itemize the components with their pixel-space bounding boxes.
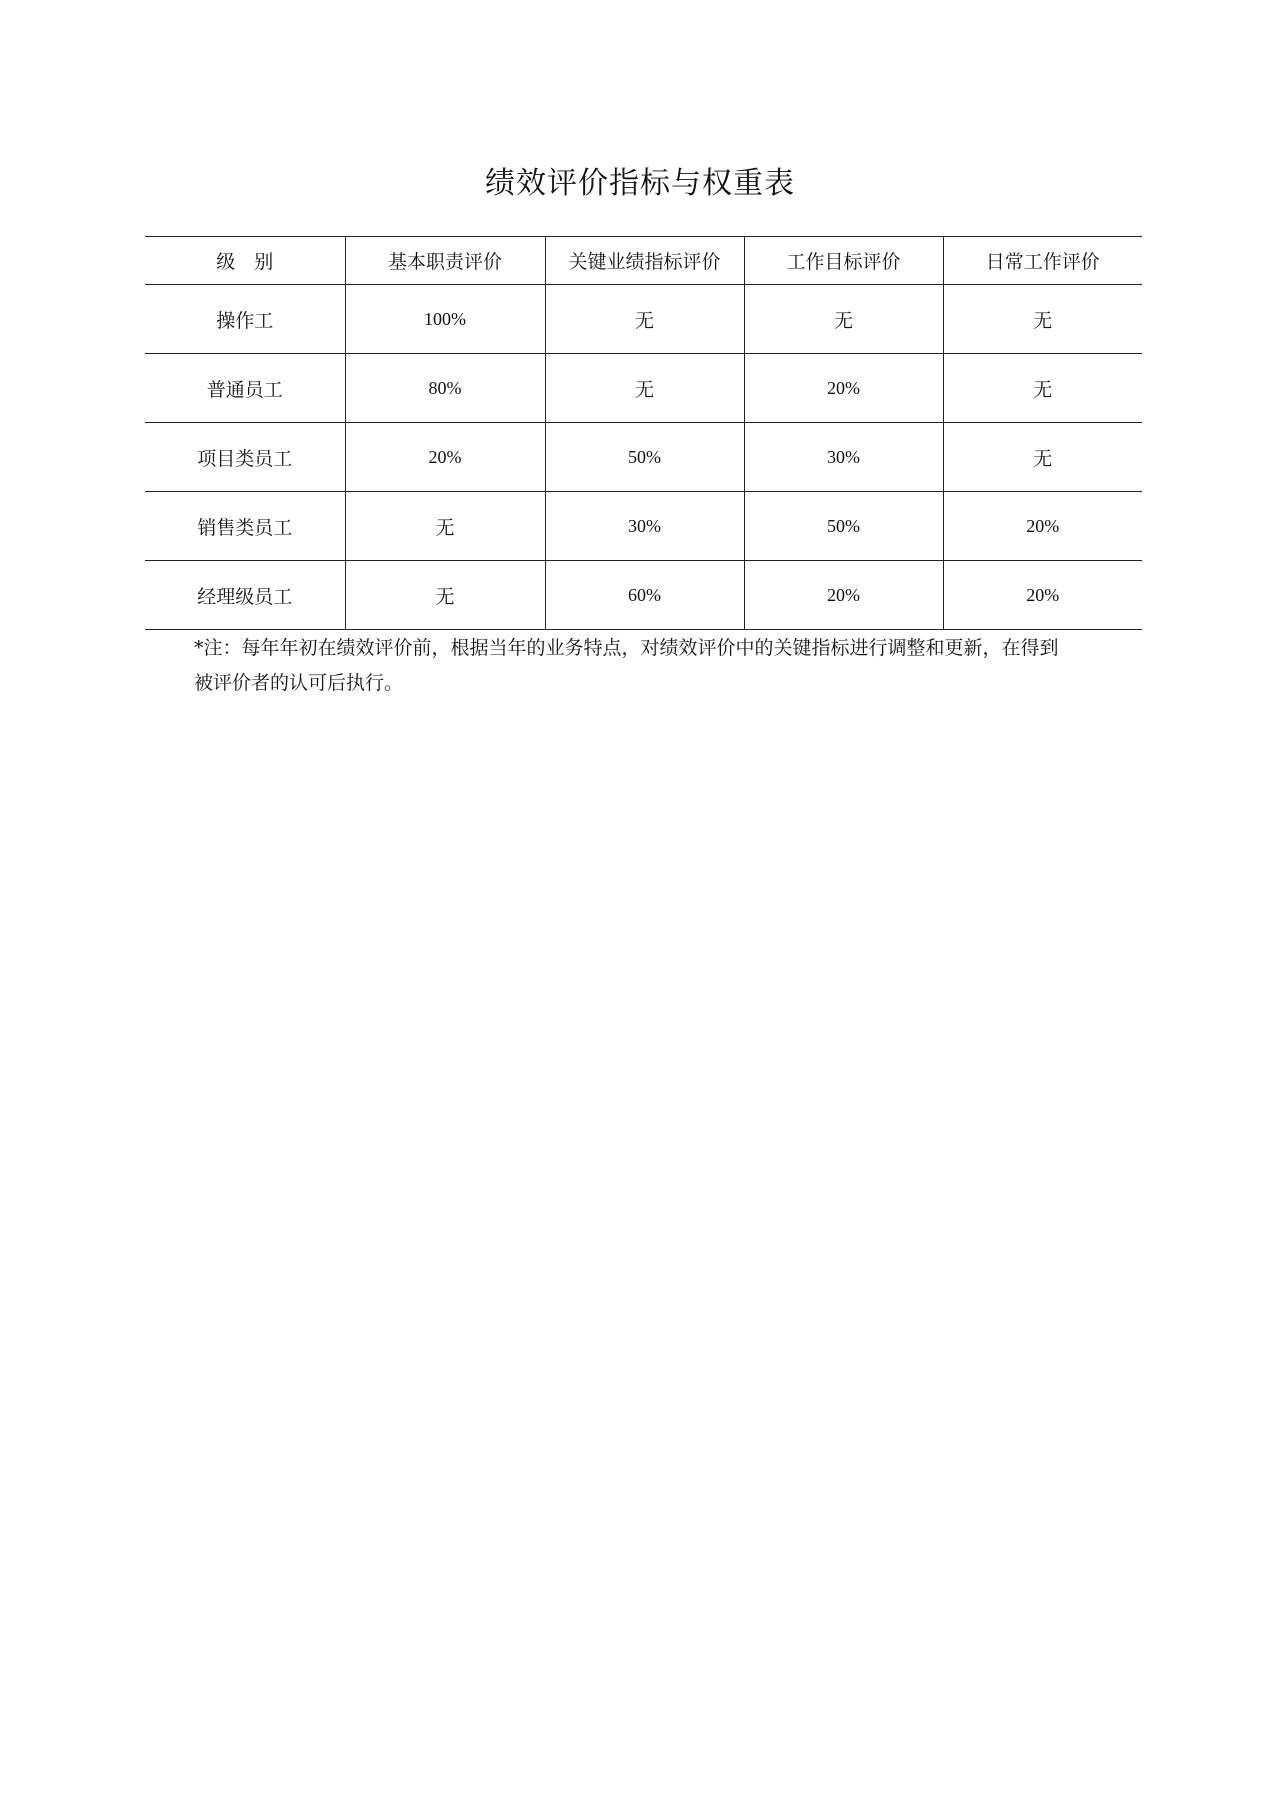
header-kpi: 关键业绩指标评价 <box>545 237 744 285</box>
table-cell: 20% <box>744 354 943 423</box>
table-cell: 20% <box>943 561 1142 630</box>
table-row <box>145 285 1142 354</box>
page-title: 绩效评价指标与权重表 <box>485 166 795 201</box>
table-row <box>145 561 1142 630</box>
footnote-line-1: *注：每年年初在绩效评价前，根据当年的业务特点，对绩效评价中的关键指标进行调整和更新，在得到 <box>194 637 1059 659</box>
table-row <box>145 354 1142 423</box>
table-cell: 30% <box>744 423 943 492</box>
header-level: 级 别 <box>145 237 345 285</box>
table-header-row <box>145 237 1142 285</box>
table-cell: 100% <box>345 285 545 354</box>
header-basic-duty: 基本职责评价 <box>345 237 545 285</box>
table-cell: 无 <box>943 285 1142 354</box>
table-cell: 80% <box>345 354 545 423</box>
table-cell: 20% <box>943 492 1142 561</box>
table-cell: 60% <box>545 561 744 630</box>
header-daily-work: 日常工作评价 <box>943 237 1142 285</box>
table-cell: 20% <box>744 561 943 630</box>
table-cell: 20% <box>345 423 545 492</box>
table-row <box>145 423 1142 492</box>
footnote <box>194 631 1094 701</box>
table-cell: 无 <box>345 561 545 630</box>
row-label: 销售类员工 <box>145 492 345 561</box>
table-cell: 50% <box>545 423 744 492</box>
table-cell: 无 <box>345 492 545 561</box>
row-label: 项目类员工 <box>145 423 345 492</box>
footnote-line-2: 被评价者的认可后执行。 <box>194 672 404 694</box>
table-cell: 无 <box>943 354 1142 423</box>
table-cell: 无 <box>943 423 1142 492</box>
table-cell: 无 <box>744 285 943 354</box>
row-label: 普通员工 <box>145 354 345 423</box>
header-work-goal: 工作目标评价 <box>744 237 943 285</box>
row-label: 经理级员工 <box>145 561 345 630</box>
table-cell: 50% <box>744 492 943 561</box>
table-cell: 无 <box>545 285 744 354</box>
weight-table <box>145 236 1142 630</box>
table-cell: 无 <box>545 354 744 423</box>
table-cell: 30% <box>545 492 744 561</box>
table-row <box>145 492 1142 561</box>
row-label: 操作工 <box>145 285 345 354</box>
